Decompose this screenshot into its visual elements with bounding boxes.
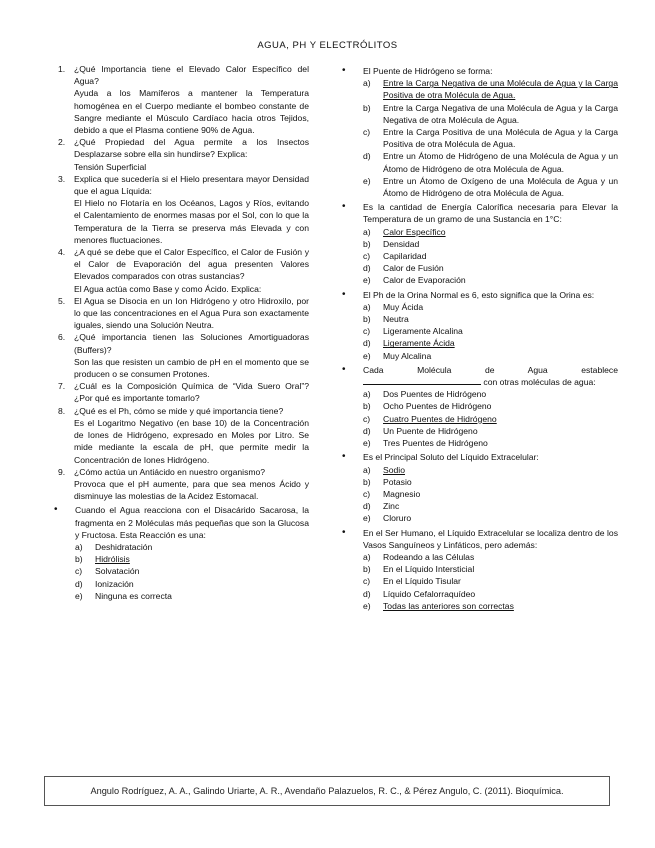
question-number: 9. <box>58 466 66 477</box>
option-label: Rodeando a las Células <box>383 551 475 562</box>
option-label: Entre la Carga Positiva de una Molécula de Agua y la Carga Positiva de otra Molécula de Agua. <box>383 127 618 150</box>
option-letter: d) <box>363 588 371 599</box>
option-text <box>383 250 618 262</box>
option-text <box>95 553 309 565</box>
option-letter: e) <box>363 513 371 524</box>
bullet-question <box>342 289 618 362</box>
option-label: Solvatación <box>95 566 140 577</box>
correct-answer: Hidrólisis <box>95 554 130 565</box>
answer-text: El Hielo no Flotaría en los Océanos, Lagos y Ríos, evitando el Calentamiento de enormes masas por el Sol, con lo que la Temperatura de la Tierra se preserva más Elevada y con menores fluctuaciones. <box>74 198 309 245</box>
option-item <box>363 400 618 412</box>
option-label: Entre un Átomo de Oxígeno de una Molécula de Agua y un Átomo de Hidrógeno de otra Molécula de Agua. <box>383 175 618 199</box>
question-text: En el Ser Humano, el Líquido Extracelular se localiza dentro de los Vasos Sanguíneos y Linfáticos, pero además: <box>363 527 618 550</box>
option-text <box>383 476 618 488</box>
question-text: ¿Cuál es la Composición Química de “Vida Suero Oral”? ¿Por qué es importante tomarlo? <box>74 381 309 404</box>
option-item <box>363 476 618 488</box>
option-item <box>363 337 618 349</box>
question-body <box>74 136 309 173</box>
option-letter: c) <box>363 251 371 262</box>
option-text <box>383 337 618 349</box>
option-text <box>383 325 618 337</box>
option-item <box>363 238 618 250</box>
option-letter: e) <box>363 175 371 186</box>
option-item <box>363 437 618 449</box>
option-text <box>383 425 618 437</box>
option-letter: a) <box>363 226 371 237</box>
question-text: ¿Qué Propiedad del Agua permite a los Insectos Desplazarse sobre ella sin hundirse? Explica: <box>74 137 309 160</box>
answer-text: El Agua se Disocia en un Ion Hidrógeno y otro Hidroxilo, por lo que las concentraciones en el Agua Pura son exactamente iguales, siendo una Solución Neutra. <box>74 295 309 331</box>
option-letter: d) <box>363 501 371 512</box>
question-text: El Puente de Hidrógeno se forma: <box>363 66 493 76</box>
correct-answer: Sodio <box>383 464 405 475</box>
option-label: Densidad <box>383 238 420 249</box>
question-number: 1. <box>58 64 66 74</box>
question-body <box>363 527 618 612</box>
option-label: Un Puente de Hidrógeno <box>383 425 478 436</box>
page-title: AGUA, PH Y ELECTRÓLITOS <box>257 40 398 51</box>
option-letter: c) <box>363 576 371 587</box>
option-item <box>363 313 618 325</box>
option-item <box>363 425 618 437</box>
bullet-icon: • <box>342 451 346 463</box>
option-label: Entre un Átomo de Hidrógeno de una Molécula de Agua y un Átomo de Hidrógeno de otra Molécula de Agua. <box>383 151 618 174</box>
question-body <box>74 173 309 246</box>
option-letter: a) <box>363 389 371 400</box>
option-text <box>95 590 309 602</box>
option-letter: e) <box>363 275 371 286</box>
question-text: Explica que sucedería si el Hielo presentara mayor Densidad que el agua Líquida: <box>74 173 309 197</box>
option-item <box>363 102 618 126</box>
option-text <box>383 512 618 524</box>
question-body <box>74 295 309 332</box>
option-text <box>95 541 309 553</box>
option-label: Magnesio <box>383 488 421 499</box>
question-number: 5. <box>58 295 66 306</box>
bullet-question <box>342 201 618 286</box>
option-letter: a) <box>75 541 83 552</box>
numbered-question <box>54 466 309 503</box>
option-letter: e) <box>363 350 371 361</box>
answer-text: Son las que resisten un cambio de pH en el momento que se producen o se consumen Protones. <box>74 356 309 380</box>
option-label: Calor de Evaporación <box>383 275 466 286</box>
correct-answer: Entre la Carga Negativa de una Molécula de Agua y la Carga Positiva de otra Molécula de Agua. <box>383 78 618 101</box>
option-text <box>383 150 618 174</box>
option-item <box>75 541 309 553</box>
option-item <box>363 512 618 524</box>
question-part: con otras moléculas de agua: <box>483 377 596 388</box>
option-item <box>363 500 618 512</box>
bullet-icon: • <box>342 201 346 213</box>
option-item <box>363 301 618 313</box>
option-text <box>383 126 618 150</box>
option-list <box>363 77 618 199</box>
option-text <box>383 175 618 199</box>
question-number: 3. <box>58 173 66 184</box>
answer-text: Ayuda a los Mamíferos a mantener la Temperatura homogénea en el Cuerpo mediante el bombeo constante de Sangre mediante el Músculo Cardíaco hacia otros Tejidos, debido a que el Plasma contiene 90% de Agua. <box>74 88 309 136</box>
option-label: Ionización <box>95 578 134 589</box>
option-label: Entre la Carga Negativa de una Molécula de Agua y la Carga Negativa de otra Molécula de Agua. <box>383 102 618 125</box>
option-text <box>383 563 618 575</box>
correct-answer: Todas las anteriores son correctas <box>383 600 514 611</box>
option-item <box>363 413 618 425</box>
option-item <box>363 600 618 612</box>
answer-text: Tensión Superficial <box>74 161 147 172</box>
option-label: Deshidratación <box>95 541 153 552</box>
question-number: 7. <box>58 381 66 392</box>
bullet-icon: • <box>342 363 346 375</box>
numbered-question <box>54 380 309 404</box>
option-text <box>383 488 618 500</box>
question-text: Cuando el Agua reacciona con el Disacárido Sacarosa, la fragmenta en 2 Moléculas más pequeñas que son la Glucosa y Fructosa. Esta Reacción es una: <box>75 505 309 540</box>
option-item <box>75 565 309 577</box>
option-text <box>383 464 618 476</box>
numbered-question <box>54 405 309 466</box>
option-text <box>383 102 618 126</box>
option-item <box>363 250 618 262</box>
option-item <box>363 77 618 101</box>
option-letter: b) <box>363 476 371 487</box>
option-list <box>363 464 618 525</box>
option-item <box>363 388 618 400</box>
option-letter: b) <box>363 564 371 575</box>
option-list <box>363 301 618 362</box>
option-text <box>383 350 618 362</box>
bullet-icon: • <box>342 288 346 300</box>
option-letter: b) <box>363 401 371 412</box>
question-number: 4. <box>58 247 66 258</box>
option-item <box>363 488 618 500</box>
answer-text: Es el Logaritmo Negativo (en base 10) de la Concentración de Iones de Hidrógeno, expresado en Moles por Litro. Se mide mediante la escala de pH, que permite medir la Concentración de Iones Hidrógeno. <box>74 417 309 465</box>
question-text: El Ph de la Orina Normal es 6, esto significa que la Orina es: <box>363 289 595 300</box>
option-label: Potasio <box>383 476 412 487</box>
option-label: Ligeramente Alcalina <box>383 326 463 337</box>
bullet-icon: • <box>342 526 346 538</box>
question-text: ¿A qué se debe que el Calor Específico, el Calor de Fusión y el Calor de Evaporación del agua presenten Valores Elevados comparados con otras sustancias? <box>74 247 309 282</box>
bullet-question <box>342 451 618 524</box>
question-body <box>74 246 309 295</box>
option-label: Calor de Fusión <box>383 263 444 274</box>
left-column <box>54 63 309 602</box>
answer-text: El Agua actúa como Base y como Ácido. Explica: <box>74 283 262 294</box>
option-text <box>383 274 618 286</box>
question-number: 2. <box>58 137 66 148</box>
bullet-question <box>342 527 618 612</box>
option-label: Zinc <box>383 501 400 512</box>
numbered-question <box>54 295 309 332</box>
option-text <box>383 77 618 101</box>
option-letter: d) <box>363 338 371 349</box>
option-letter: d) <box>363 151 371 162</box>
numbered-question <box>54 173 309 246</box>
option-text <box>383 600 618 612</box>
option-label: Neutra <box>383 314 409 325</box>
option-letter: a) <box>363 464 371 475</box>
option-label: Ocho Puentes de Hidrógeno <box>383 401 492 412</box>
option-text <box>95 565 309 577</box>
option-label: Cloruro <box>383 513 412 524</box>
option-label: Líquido Cefalorraquídeo <box>383 588 476 599</box>
option-text <box>383 313 618 325</box>
option-label: Tres Puentes de Hidrógeno <box>383 438 488 449</box>
option-letter: d) <box>363 425 371 436</box>
bullet-question <box>342 65 618 199</box>
question-body <box>363 201 618 286</box>
right-column <box>342 63 618 612</box>
question-body <box>74 380 309 404</box>
option-item <box>363 588 618 600</box>
question-text: Es el Principal Soluto del Líquido Extracelular: <box>363 452 539 463</box>
option-letter: c) <box>75 566 83 577</box>
option-item <box>363 563 618 575</box>
option-letter: b) <box>75 554 83 565</box>
option-label: Ninguna es correcta <box>95 590 172 601</box>
option-text <box>383 500 618 512</box>
correct-answer: Calor Específico <box>383 226 446 237</box>
option-label: Capilaridad <box>383 251 427 262</box>
option-item <box>363 175 618 199</box>
answer-blank <box>363 376 481 385</box>
correct-answer: Cuatro Puentes de Hidrógeno <box>383 413 497 424</box>
option-item <box>75 590 309 602</box>
option-item <box>363 226 618 238</box>
option-item <box>363 274 618 286</box>
option-item <box>363 464 618 476</box>
answer-text: Provoca que el pH aumente, para que sea menos Ácido y disminuye las molestias de la Acidez Estomacal. <box>74 478 309 502</box>
option-label: En el Líquido Intersticial <box>383 564 475 575</box>
option-label: Muy Alcalina <box>383 350 432 361</box>
option-letter: c) <box>363 326 371 337</box>
option-item <box>363 126 618 150</box>
bullet-question <box>342 364 618 449</box>
numbered-question <box>54 331 309 380</box>
question-text: ¿Qué Importancia tiene el Elevado Calor Específico del Agua? <box>74 64 309 87</box>
option-letter: a) <box>363 78 371 89</box>
numbered-question <box>54 136 309 173</box>
question-text: ¿Qué es el Ph, cómo se mide y qué importancia tiene? <box>74 405 284 416</box>
question-body <box>74 63 309 136</box>
option-letter: b) <box>363 102 371 113</box>
option-text <box>383 262 618 274</box>
question-body <box>363 65 618 199</box>
option-letter: a) <box>363 551 371 562</box>
option-item <box>363 551 618 563</box>
question-number: 6. <box>58 332 66 343</box>
option-letter: d) <box>75 578 83 589</box>
option-item <box>363 350 618 362</box>
option-item <box>363 325 618 337</box>
numbered-question <box>54 63 309 136</box>
option-text <box>383 413 618 425</box>
bullet-icon: • <box>342 65 346 76</box>
option-list <box>363 388 618 449</box>
question-part: Cada Molécula de Agua establece <box>363 364 618 375</box>
option-letter: c) <box>363 413 371 424</box>
question-body <box>363 451 618 524</box>
bullet-question <box>54 504 309 602</box>
question-text: Es la cantidad de Energía Calorífica necesaria para Elevar la Temperatura de un gramo de una Sustancia en 1°C: <box>363 202 618 225</box>
option-text <box>383 301 618 313</box>
question-number: 8. <box>58 405 66 416</box>
option-label: Muy Ácida <box>383 301 424 312</box>
option-letter: c) <box>363 488 371 499</box>
option-letter: a) <box>363 301 371 312</box>
option-text <box>95 578 309 590</box>
question-text <box>363 364 618 388</box>
correct-answer: Ligeramente Ácida <box>383 338 455 349</box>
bullet-question-list <box>342 65 618 612</box>
question-text: ¿Qué importancia tienen las Soluciones Amortiguadoras (Buffers)? <box>74 332 309 355</box>
option-text <box>383 400 618 412</box>
option-item <box>75 553 309 565</box>
option-text <box>383 437 618 449</box>
option-text <box>383 388 618 400</box>
question-body <box>363 364 618 449</box>
option-letter: b) <box>363 238 371 249</box>
option-text <box>383 226 618 238</box>
option-label: Dos Puentes de Hidrógeno <box>383 389 487 400</box>
option-item <box>363 262 618 274</box>
option-label: En el Líquido Tisular <box>383 576 461 587</box>
option-letter: e) <box>363 438 371 449</box>
option-text <box>383 588 618 600</box>
numbered-question <box>54 246 309 295</box>
option-letter: c) <box>363 127 371 138</box>
question-text: ¿Cómo actúa un Antiácido en nuestro organismo? <box>74 466 266 477</box>
option-item <box>363 150 618 174</box>
option-item <box>363 575 618 587</box>
option-letter: b) <box>363 314 371 325</box>
option-item <box>75 578 309 590</box>
option-text <box>383 575 618 587</box>
question-body <box>74 331 309 380</box>
option-letter: e) <box>75 590 83 601</box>
citation-footer: Angulo Rodríguez, A. A., Galindo Uriarte, A. R., Avendaño Palazuelos, R. C., & Pérez Angulo, C. (2011). Bioquímica. <box>44 776 610 806</box>
question-body <box>74 405 309 466</box>
question-body <box>74 466 309 503</box>
option-list <box>75 541 309 602</box>
option-letter: e) <box>363 600 371 611</box>
numbered-question-list <box>54 63 309 502</box>
option-text <box>383 238 618 250</box>
option-list <box>363 226 618 287</box>
option-text <box>383 551 618 563</box>
question-body <box>363 289 618 362</box>
option-list <box>363 551 618 612</box>
option-letter: d) <box>363 263 371 274</box>
bullet-icon: • <box>54 504 58 516</box>
